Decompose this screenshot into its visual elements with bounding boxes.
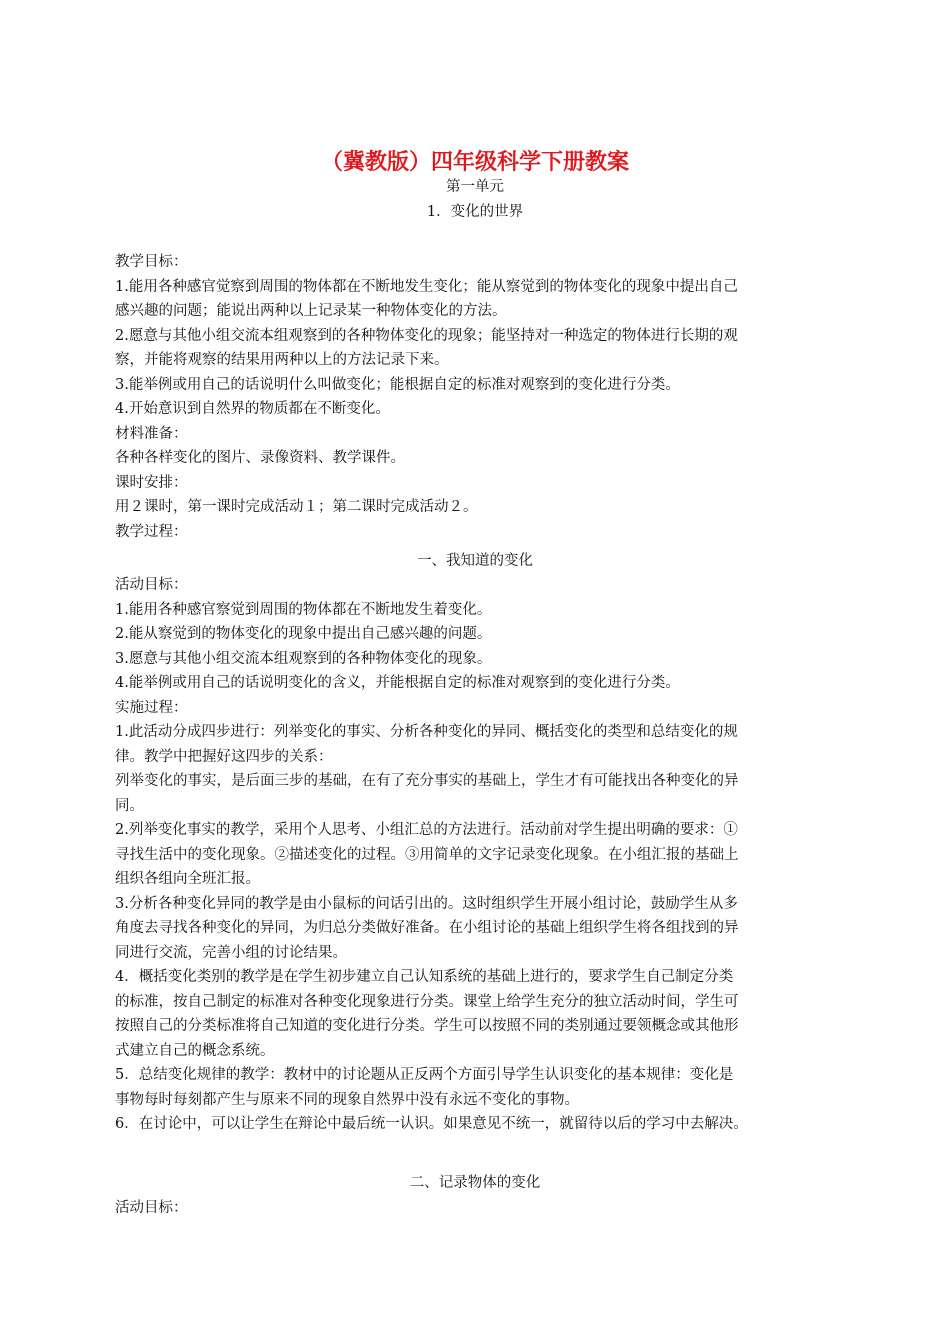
text-line: 2.愿意与其他小组交流本组观察到的各种物体变化的现象；能坚持对一种选定的物体进行长期的观 xyxy=(115,327,738,344)
lesson-title: 1．变化的世界 xyxy=(426,204,524,220)
text-line: 3.愿意与其他小组交流本组观察到的各种物体变化的现象。 xyxy=(115,650,492,667)
text-line: 2.能从察觉到的物体变化的现象中提出自己感兴趣的问题。 xyxy=(115,626,492,642)
text-line: 寻找生活中的变化现象。②描述变化的过程。③用简单的文字记录变化现象。在小组汇报的基础上 xyxy=(115,846,739,863)
text-line: 实施过程： xyxy=(115,699,188,716)
section-heading-1: 一、我知道的变化 xyxy=(417,553,533,569)
text-line: 4．概括变化类别的教学是在学生初步建立自己认知系统的基础上进行的，要求学生自己制定分类 xyxy=(115,969,734,985)
text-line: 1.能用各种感官觉察到周围的物体都在不断地发生变化；能从察觉到的物体变化的现象中提出自己 xyxy=(115,278,738,295)
text-line: 同进行交流，完善小组的讨论结果。 xyxy=(115,944,347,961)
text-line: 课时安排： xyxy=(115,474,188,491)
text-line: 律。教学中把握好这四步的关系： xyxy=(115,748,333,765)
text-line: 的标准，按自己制定的标准对各种变化现象进行分类。课堂上给学生充分的独立活动时间，学生可 xyxy=(115,993,739,1010)
intro-section xyxy=(115,250,840,544)
text-line: 4.开始意识到自然界的物质都在不断变化。 xyxy=(115,401,390,417)
text-line: 组织各组向全班汇报。 xyxy=(115,871,260,887)
text-line: 教学目标： xyxy=(115,254,188,270)
text-line: 3.分析各种变化异同的教学是由小鼠标的问话引出的。这时组织学生开展小组讨论，鼓励学生从多 xyxy=(115,895,738,912)
text-line: 5．总结变化规律的教学：教材中的讨论题从正反两个方面引导学生认识变化的基本规律：变化是 xyxy=(115,1067,734,1083)
text-line: 按照自己的分类标准将自己知道的变化进行分类。学生可以按照不同的类别通过要领概念或其他形 xyxy=(115,1018,739,1034)
text-line: 察，并能将观察的结果用两种以上的方法记录下来。 xyxy=(115,352,449,368)
text-line: 2.列举变化事实的教学，采用个人思考、小组汇总的方法进行。活动前对学生提出明确的要求：① xyxy=(115,822,738,838)
text-line: 用２课时，第一课时完成活动１；第二课时完成活动２。 xyxy=(115,499,478,515)
text-line: 事物每时每刻都产生与原来不同的现象自然界中没有永远不变化的事物。 xyxy=(115,1091,579,1108)
text-line: 1.能用各种感官察觉到周围的物体都在不断地发生着变化。 xyxy=(115,601,492,618)
section-heading-2: 二、记录物体的变化 xyxy=(409,1175,541,1191)
text-line: 6．在讨论中，可以让学生在辩论中最后统一认识。如果意见不统一，就留待以后的学习中去解决。 xyxy=(115,1116,748,1132)
text-line: 4.能举例或用自己的话说明变化的含义，并能根据自定的标准对观察到的变化进行分类。 xyxy=(115,675,680,691)
text-line: 同。 xyxy=(115,797,144,814)
text-line: 活动目标： xyxy=(115,577,188,593)
text-line: 活动目标： xyxy=(115,1200,188,1216)
text-line: 3.能举例或用自己的话说明什么叫做变化；能根据自定的标准对观察到的变化进行分类。 xyxy=(115,376,680,393)
text-line: 感兴趣的问题；能说出两种以上记录某一种物体变化的方法。 xyxy=(115,303,507,319)
text-line: 列举变化的事实，是后面三步的基础，在有了充分事实的基础上，学生才有可能找出各种变化的异 xyxy=(115,773,739,789)
document-title: （冀教版）四年级科学下册教案 xyxy=(320,149,629,175)
section-2-body xyxy=(115,1196,840,1221)
text-line: 各种各样变化的图片、录像资料、教学课件。 xyxy=(115,450,405,466)
text-line: 角度去寻找各种变化的异同，为归总分类做好准备。在小组讨论的基础上组织学生将各组找到的异 xyxy=(115,920,739,936)
text-line: 教学过程： xyxy=(115,523,188,540)
section-1-body xyxy=(115,573,840,1137)
unit-label: 第一单元 xyxy=(446,179,504,195)
text-line: 式建立自己的概念系统。 xyxy=(115,1042,275,1059)
text-line: 材料准备： xyxy=(115,425,188,442)
text-line: 1.此活动分成四步进行：列举变化的事实、分析各种变化的异同、概括变化的类型和总结变化的规 xyxy=(115,724,738,740)
